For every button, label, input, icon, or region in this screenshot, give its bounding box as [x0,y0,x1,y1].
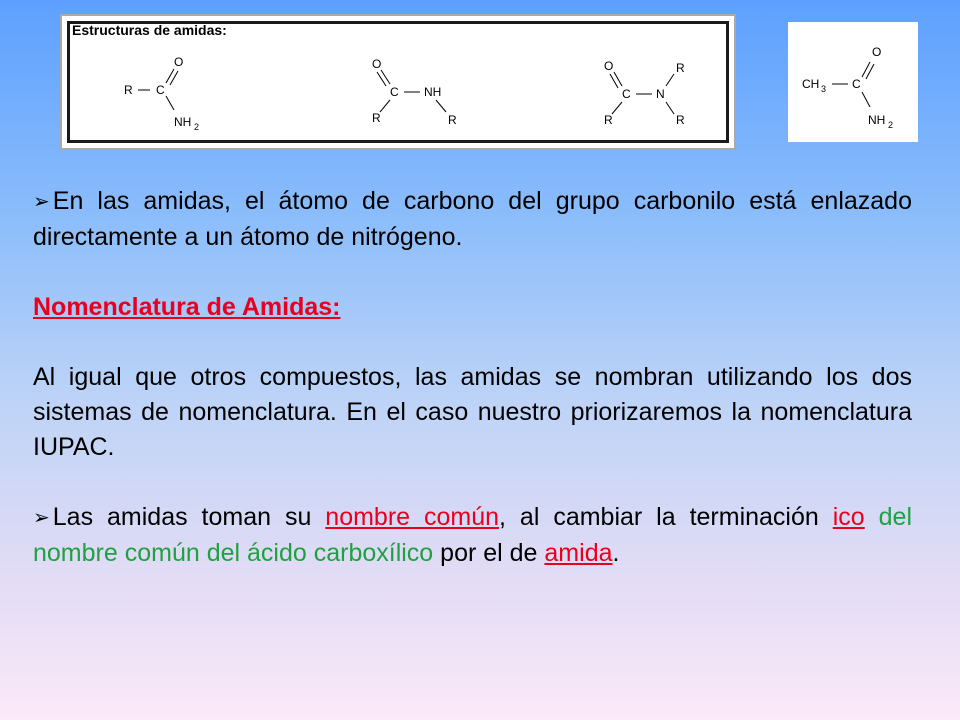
acetamide-nh-label: NH [868,113,886,127]
term-ico: ico [832,503,865,531]
acetamide-ch-label: CH [802,77,820,91]
primary-nh-subscript: 2 [194,122,200,132]
intro-text: En las amidas, el átomo de carbono del grupo carbonilo está enlazado directamente a un átomo de nitrógeno. [33,187,912,251]
secondary-o-label: O [372,57,382,71]
primary-c-label: C [156,83,165,97]
tertiary-r1-label: R [604,113,613,127]
secondary-c-label: C [390,85,399,99]
acetamide-ch-subscript: 3 [821,84,827,94]
acetamide-c-label: C [852,77,861,91]
tertiary-n-label: N [656,87,665,101]
acetamide-nh-subscript: 2 [888,120,894,130]
primary-nh-label: NH [174,115,192,129]
amide-structures-panel [60,14,736,150]
tertiary-o-label: O [604,59,614,73]
secondary-nh-label: NH [424,85,442,99]
nomenclature-heading: Nomenclatura de Amidas: [33,293,341,321]
primary-r-label: R [124,83,133,97]
term-acid-common-name: del nombre común del ácido carboxílico [33,503,913,567]
acetamide-o-label: O [872,45,882,59]
bullet-arrow-icon: ➢ [33,507,50,529]
slide-content [33,184,912,571]
naming-rule-paragraph: ➢ Las amidas toman su nombre común, al cambiar la terminación ico del nombre común del ácido carboxílico por el de amida. [33,503,913,567]
nomenclature-paragraph: Al igual que otros compuestos, las amidas se nombran utilizando los dos sistemas de nomenclatura. En el caso nuestro priorizaremos la nomenclatura IUPAC. [33,363,912,461]
intro-paragraph [33,184,912,255]
tertiary-c-label: C [622,87,631,101]
amide-structures-title: Estructuras de amidas: [72,22,227,38]
amide-structures-diagram [62,16,734,148]
term-nombre-comun: nombre común [325,503,500,531]
secondary-amide-structure [372,57,457,127]
term-amida: amida [544,539,613,567]
acetamide-structure-panel [788,22,918,142]
bullet-arrow-icon: ➢ [33,191,50,213]
secondary-r2-label: R [448,113,457,127]
primary-o-label: O [174,55,184,69]
secondary-r1-label: R [372,111,381,125]
tertiary-amide-structure [604,59,685,127]
primary-amide-structure [124,55,199,132]
tertiary-r2-label: R [676,113,685,127]
acetamide-structure [788,22,918,142]
tertiary-r3-label: R [676,61,685,75]
